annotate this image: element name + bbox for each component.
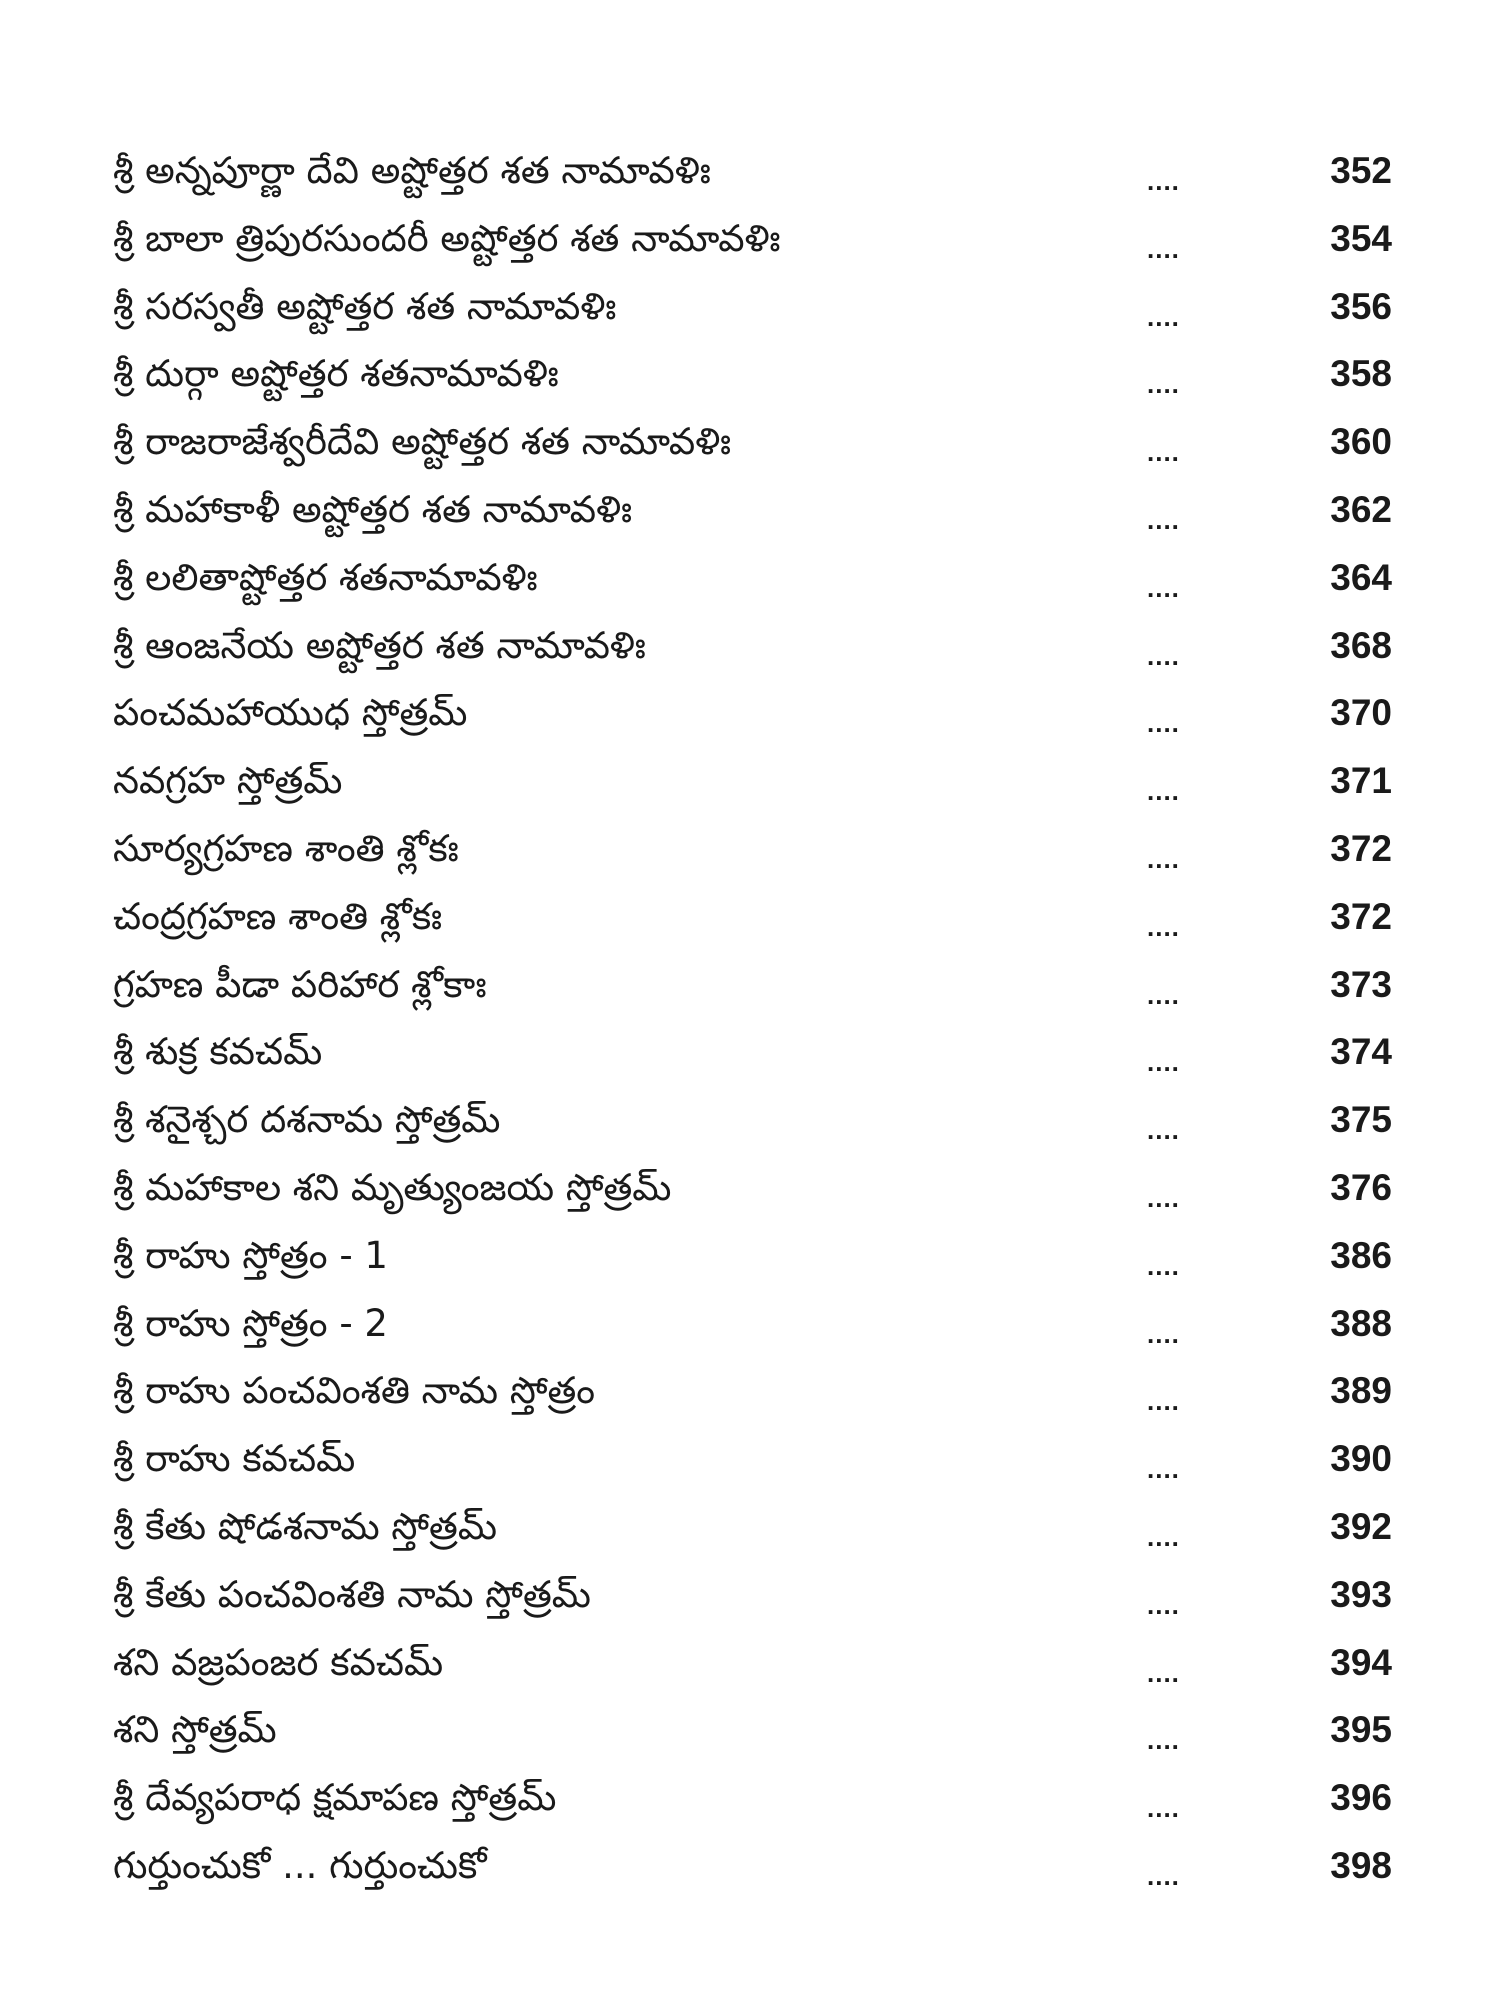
toc-entry-title: శ్రీ రాహు స్తోత్రం - 1: [113, 1233, 388, 1277]
toc-entry-leader: ....: [1147, 1047, 1180, 1078]
toc-entry-leader: ....: [1147, 1860, 1180, 1891]
toc-entry: [0, 894, 1500, 962]
toc-entry-leader: ....: [1147, 776, 1180, 807]
toc-entry: [0, 1707, 1500, 1775]
toc-entry-page-number: 386: [1330, 1234, 1392, 1276]
toc-entry: [0, 1775, 1500, 1843]
toc-entry: [0, 555, 1500, 623]
toc-entry: [0, 1843, 1500, 1911]
toc-entry: [0, 962, 1500, 1030]
toc-entry-leader: ....: [1147, 166, 1180, 196]
toc-entry-page-number: 374: [1330, 1031, 1392, 1073]
toc-entry-title: గుర్తుంచుకో ... గుర్తుంచుకో: [113, 1843, 487, 1887]
toc-entry-page-number: 372: [1330, 827, 1392, 869]
toc-entry-title: శని వజ్రపంజర కవచమ్: [113, 1640, 444, 1684]
toc-entry: [0, 1301, 1500, 1369]
toc-entry-page-number: 373: [1330, 963, 1392, 1005]
toc-entry-page-number: 394: [1330, 1641, 1392, 1683]
toc-entry: [0, 1165, 1500, 1233]
toc-entry-page-number: 390: [1330, 1438, 1392, 1480]
toc-entry: [0, 1097, 1500, 1165]
toc-entry-leader: ....: [1147, 911, 1180, 942]
toc-entry-leader: ....: [1147, 708, 1180, 739]
toc-entry: [0, 1029, 1500, 1097]
table-of-contents: [0, 148, 1500, 1911]
toc-entry-title: గ్రహణ పీడా పరిహార శ్లోకాః: [113, 962, 487, 1006]
toc-entry-leader: ....: [1147, 1521, 1180, 1552]
toc-entry-title: శ్రీ రాహు పంచవింశతి నామ స్తోత్రం: [113, 1369, 596, 1413]
toc-entry: [0, 1504, 1500, 1572]
toc-entry-title: శ్రీ దేవ్యపరాధ క్షమాపణ స్తోత్రమ్: [113, 1776, 557, 1820]
toc-entry-page-number: 352: [1330, 150, 1392, 191]
toc-entry-leader: ....: [1147, 1386, 1180, 1417]
toc-entry-page-number: 360: [1330, 421, 1392, 463]
toc-entry-leader: ....: [1147, 1657, 1180, 1688]
toc-entry-page-number: 393: [1330, 1573, 1392, 1615]
toc-entry-leader: ....: [1147, 1318, 1180, 1349]
toc-entry-leader: ....: [1147, 1793, 1180, 1824]
toc-entry-page-number: 370: [1330, 692, 1392, 734]
toc-entry-leader: ....: [1147, 1182, 1180, 1213]
toc-entry: [0, 623, 1500, 691]
toc-entry-leader: ....: [1147, 843, 1180, 874]
toc-entry-title: నవగ్రహ స్తోత్రమ్: [113, 759, 343, 803]
toc-entry-leader: ....: [1147, 979, 1180, 1010]
toc-entry-leader: ....: [1147, 572, 1180, 603]
toc-entry: [0, 1368, 1500, 1436]
toc-entry-page-number: 396: [1330, 1777, 1392, 1819]
toc-entry-page-number: 372: [1330, 895, 1392, 937]
toc-entry-page-number: 392: [1330, 1505, 1392, 1547]
toc-entry: [0, 284, 1500, 352]
toc-entry: [0, 1233, 1500, 1301]
toc-entry-leader: ....: [1147, 640, 1180, 671]
toc-entry: [0, 826, 1500, 894]
toc-entry-title: శ్రీ మహాకాళీ అష్టోత్తర శత నామావళిః: [113, 487, 633, 531]
toc-entry-leader: ....: [1147, 233, 1180, 264]
toc-entry: [0, 419, 1500, 487]
toc-entry: [0, 351, 1500, 419]
toc-entry-page-number: 368: [1330, 624, 1392, 666]
toc-entry-leader: ....: [1147, 1250, 1180, 1281]
toc-entry-title: శ్రీ కేతు షోడశనామ స్తోత్రమ్: [113, 1504, 497, 1548]
toc-entry-leader: ....: [1147, 1115, 1180, 1146]
toc-entry-page-number: 376: [1330, 1166, 1392, 1208]
toc-entry-title: శ్రీ బాలా త్రిపురసుందరీ అష్టోత్తర శత నామావళిః: [113, 216, 781, 260]
toc-entry: [0, 758, 1500, 826]
toc-entry-title: శ్రీ అన్నపూర్ణా దేవి అష్టోత్తర శత నామావళిః: [113, 149, 711, 192]
toc-entry: [0, 148, 1500, 216]
toc-entry-leader: ....: [1147, 1454, 1180, 1485]
toc-entry-title: శ్రీ రాహు స్తోత్రం - 2: [113, 1301, 388, 1345]
toc-entry-leader: ....: [1147, 1589, 1180, 1620]
toc-entry-title: శని స్తోత్రమ్: [113, 1708, 277, 1752]
toc-entry-title: శ్రీ మహాకాల శని మృత్యుంజయ స్తోత్రమ్: [113, 1165, 672, 1209]
toc-entry-leader: ....: [1147, 504, 1180, 535]
toc-entry-title: శ్రీ రాజరాజేశ్వరీదేవి అష్టోత్తర శత నామావళిః: [113, 420, 732, 464]
toc-entry-leader: ....: [1147, 301, 1180, 332]
toc-entry: [0, 487, 1500, 555]
toc-entry-title: శ్రీ ఆంజనేయ అష్టోత్తర శత నామావళిః: [113, 623, 646, 667]
toc-entry-page-number: 354: [1330, 217, 1392, 259]
toc-entry-page-number: 395: [1330, 1709, 1392, 1751]
toc-entry-page-number: 389: [1330, 1370, 1392, 1412]
toc-entry-page-number: 375: [1330, 1099, 1392, 1141]
toc-entry-page-number: 358: [1330, 353, 1392, 395]
toc-entry-title: శ్రీ లలితాష్టోత్తర శతనామావళిః: [113, 555, 538, 599]
toc-entry-title: చంద్రగ్రహణ శాంతి శ్లోకః: [113, 894, 443, 938]
toc-entry-page-number: 364: [1330, 556, 1392, 598]
toc-entry-title: శ్రీ దుర్గా అష్టోత్తర శతనామావళిః: [113, 352, 559, 396]
toc-entry-title: పంచమహాయుధ స్తోత్రమ్: [113, 691, 468, 735]
toc-entry-title: శ్రీ శనైశ్చర దశనామ స్తోత్రమ్: [113, 1098, 501, 1142]
toc-entry: [0, 690, 1500, 758]
toc-entry-page-number: 356: [1330, 285, 1392, 327]
toc-entry: [0, 216, 1500, 284]
toc-entry-title: శ్రీ సరస్వతీ అష్టోత్తర శత నామావళిః: [113, 284, 617, 328]
toc-entry: [0, 1640, 1500, 1708]
toc-entry: [0, 1436, 1500, 1504]
toc-entry-leader: ....: [1147, 1725, 1180, 1756]
toc-entry-title: శ్రీ రాహు కవచమ్: [113, 1437, 356, 1481]
toc-entry-page-number: 362: [1330, 488, 1392, 530]
toc-entry-leader: ....: [1147, 437, 1180, 468]
toc-entry-title: సూర్యగ్రహణ శాంతి శ్లోకః: [113, 826, 459, 870]
toc-entry-page-number: 398: [1330, 1844, 1392, 1886]
toc-entry: [0, 1572, 1500, 1640]
toc-entry-page-number: 388: [1330, 1302, 1392, 1344]
toc-entry-title: శ్రీ శుక్ర కవచమ్: [113, 1030, 323, 1074]
toc-entry-leader: ....: [1147, 369, 1180, 400]
toc-entry-title: శ్రీ కేతు పంచవింశతి నామ స్తోత్రమ్: [113, 1572, 591, 1616]
toc-entry-page-number: 371: [1330, 760, 1392, 802]
